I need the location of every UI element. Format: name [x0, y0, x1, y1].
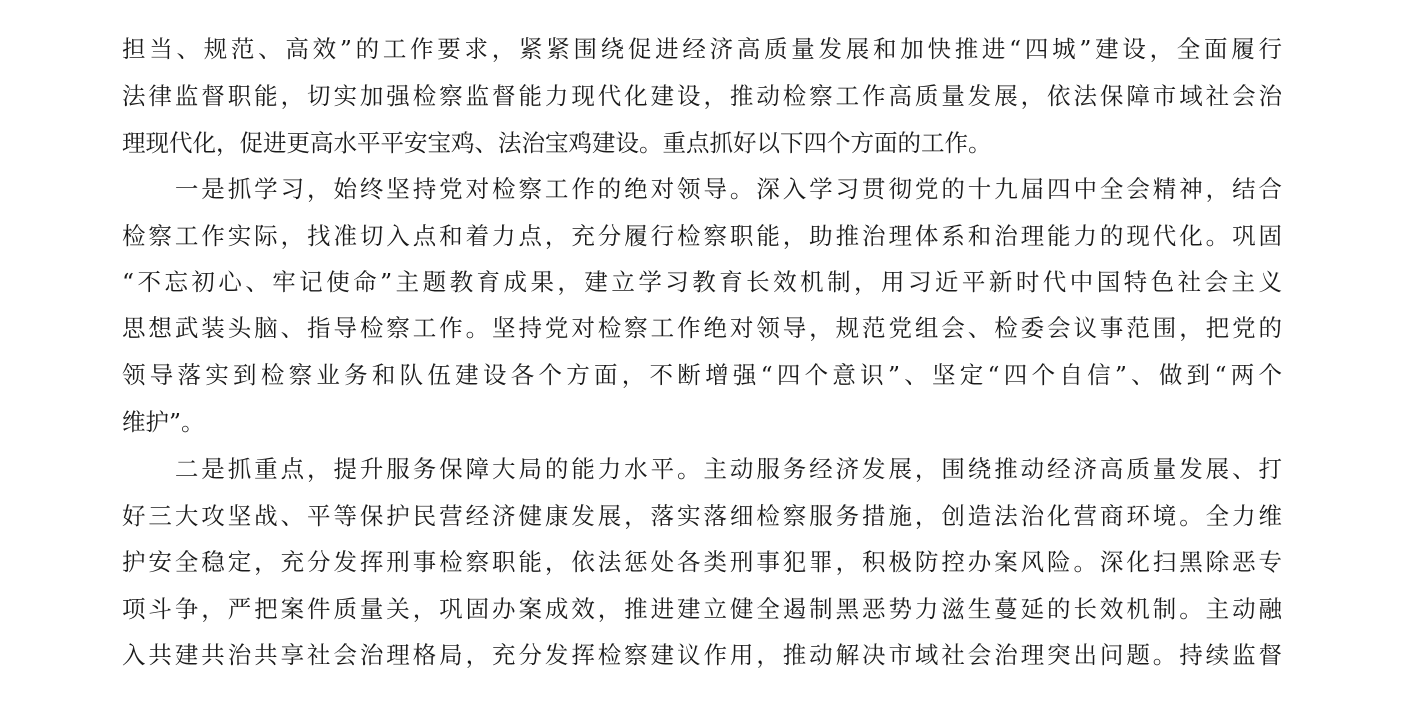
text-line-1: 担当、规范、高效”的工作要求，紧紧围绕促进经济高质量发展和加快推进“四城”建设，全面履行 [122, 35, 1282, 63]
text-line-2: 法律监督职能，切实加强检察监督能力现代化建设，推动检察工作高质量发展，依法保障市域社会治 [122, 82, 1282, 110]
text-line-7: 思想武装头脑、指导检察工作。坚持党对检察工作绝对领导，规范党组会、检委会议事范围，把党的 [122, 314, 1282, 342]
text-line-14: 入共建共治共享社会治理格局，充分发挥检察建议作用，推动解决市域社会治理突出问题。持续监督 [122, 641, 1282, 669]
text-line-3: 理现代化，促进更高水平平安宝鸡、法治宝鸡建设。重点抓好以下四个方面的工作。 [122, 129, 992, 157]
text-line-12: 护安全稳定，充分发挥刑事检察职能，依法惩处各类刑事犯罪，积极防控办案风险。深化扫黑除恶专 [122, 548, 1282, 576]
text-line-4: 一是抓学习，始终坚持党对检察工作的绝对领导。深入学习贯彻党的十九届四中全会精神，结合 [122, 175, 1282, 203]
text-line-6: “不忘初心、牢记使命”主题教育成果，建立学习教育长效机制，用习近平新时代中国特色社会主义 [122, 268, 1282, 296]
text-line-10: 二是抓重点，提升服务保障大局的能力水平。主动服务经济发展，围绕推动经济高质量发展、打 [122, 455, 1282, 483]
text-line-11: 好三大攻坚战、平等保护民营经济健康发展，落实落细检察服务措施，创造法治化营商环境。全力维 [122, 502, 1282, 530]
text-line-13: 项斗争，严把案件质量关，巩固办案成效，推进建立健全遏制黑恶势力滋生蔓延的长效机制。主动融 [122, 595, 1282, 623]
text-line-8: 领导落实到检察业务和队伍建设各个方面，不断增强“四个意识”、坚定“四个自信”、做到“两个 [122, 361, 1282, 389]
text-line-5: 检察工作实际，找准切入点和着力点，充分履行检察职能，助推治理体系和治理能力的现代化。巩固 [122, 222, 1282, 250]
text-line-9: 维护”。 [122, 408, 205, 436]
